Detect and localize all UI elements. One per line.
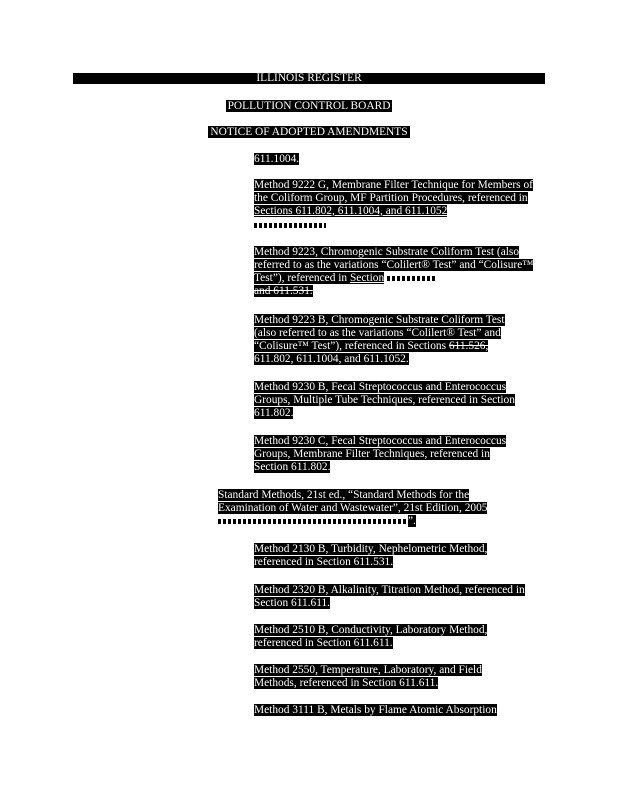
item-text: Method 9230 B, Fecal Streptococcus and Enterococcus Groups, Multiple Tube Techniques, referenced in Section 611.802. — [254, 381, 515, 419]
item-text: Method 2130 B, Turbidity, Nephelometric Method, referenced in Section 611.531. — [254, 543, 488, 568]
board-title-line — [0, 100, 618, 112]
list-item — [254, 435, 526, 474]
list-item — [254, 664, 516, 690]
board-title: POLLUTION CONTROL BOARD — [227, 100, 391, 112]
list-item — [218, 489, 514, 528]
list-item — [254, 153, 334, 166]
section-reference: Section — [349, 272, 385, 284]
redaction-mark — [254, 223, 326, 228]
register-header-bar — [73, 73, 545, 84]
struck-text: and 611.531. — [254, 285, 313, 297]
item-text: Method 2550, Temperature, Laboratory, and Field Methods, referenced in Section 611.611. — [254, 664, 482, 689]
redaction-mark — [387, 276, 437, 281]
notice-title: NOTICE OF ADOPTED AMENDMENTS — [210, 126, 408, 138]
list-item — [254, 381, 536, 420]
section-reference: Sections 611.802, 611.1004, and 611.1052 — [254, 205, 448, 217]
list-item — [254, 179, 546, 232]
list-item — [254, 584, 546, 610]
list-item — [254, 314, 526, 366]
item-text: Standard Methods, 21st ed., “Standard Methods for the Examination of Water and Wastewater”, 21st Edition, 2005 — [218, 489, 488, 514]
item-trail: ”. — [408, 515, 416, 527]
redaction-mark — [218, 519, 408, 524]
item-text: 611.1004. — [254, 153, 300, 165]
item-text: Method 9222 G, Membrane Filter Technique for Members of the Coliform Group, MF Partition Procedures, referenced in — [254, 179, 533, 204]
register-title: ILLINOIS REGISTER — [256, 72, 362, 84]
list-item — [254, 624, 516, 650]
item-text: Method 3111 B, Metals by Flame Atomic Absorption — [254, 704, 497, 716]
item-text: Method 2510 B, Conductivity, Laboratory Method, referenced in Section 611.611. — [254, 624, 488, 649]
struck-text: 611.526, — [448, 340, 489, 352]
list-item — [254, 704, 526, 717]
list-item — [254, 543, 516, 569]
item-text: Method 9230 C, Fecal Streptococcus and Enterococcus Groups, Membrane Filter Techniques, referenced in Section 611.802. — [254, 435, 507, 473]
list-item — [254, 246, 546, 298]
item-text-end: 611.802, 611.1004, and 611.1052. — [254, 353, 409, 365]
item-text: Method 2320 B, Alkalinity, Titration Method, referenced in Section 611.611. — [254, 584, 525, 609]
item-text: Method 9223, Chromogenic Substrate Coliform Test (also referred to as the variations “Colilert® Test” and “Colisure™ Test”), referenced in — [254, 246, 534, 284]
notice-title-line — [0, 126, 618, 138]
item-text: Method 9223 B, Chromogenic Substrate Coliform Test (also referred to as the variations “Colilert® Test” and “Colisure™ Test”), referenced in Sections — [254, 314, 505, 352]
